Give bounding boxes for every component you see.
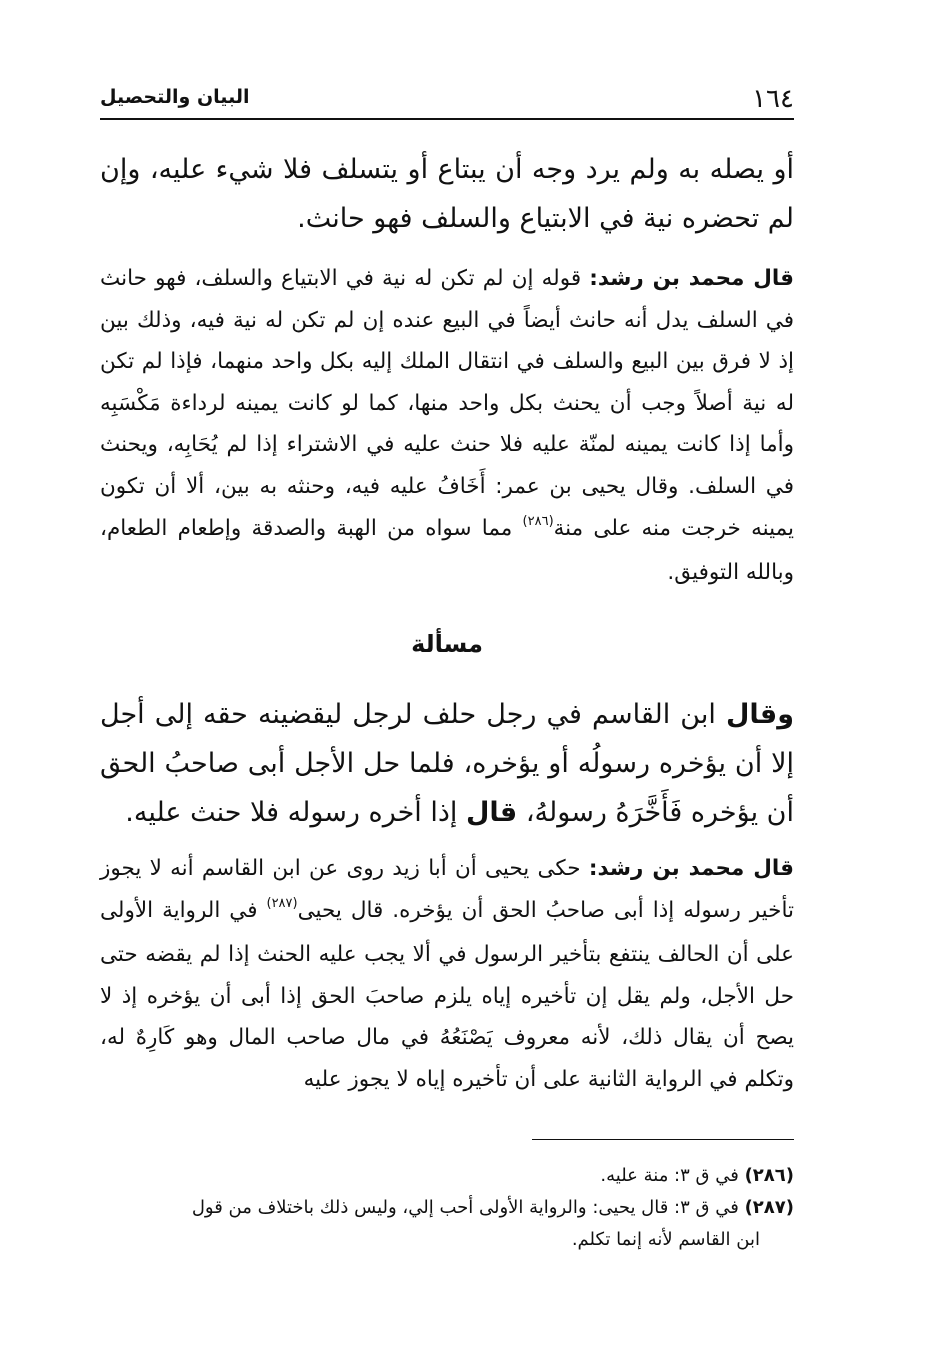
footnotes <box>100 1160 794 1256</box>
footnote-text-continued: ابن القاسم لأنه إنما تكلم. <box>571 1229 760 1250</box>
footnote-287-continued <box>100 1224 794 1256</box>
commentary-speaker: قال محمد بن رشد: <box>589 266 794 291</box>
page-number: ١٦٤ <box>752 84 794 114</box>
commentary-text-continued: في الرواية الأولى على أن الحالف ينتفع بتأخير الرسول في ألا يجب عليه الحنث إذا لم يقضه حتى حل الأجل، ولم يقل إن تأخيره إياه يلزم صاحبَ الحق إذا أبى أن يؤخره إذ لا يصح أن يقال ذلك، لأنه معروف يَصْنَعُهُ في مال صاحب المال وهو كَارِهٌ له، وتكلم في الرواية الثانية على أن تأخيره إياه لا يجوز عليه <box>100 897 794 1092</box>
matn-text-continued: إذا أخره رسوله فلا حنث عليه. <box>125 797 458 828</box>
footnote-divider <box>532 1139 794 1140</box>
commentary-speaker: قال محمد بن رشد: <box>588 856 795 881</box>
matn-text: أو يصله به ولم يرد وجه أن يبتاع أو يتسلف فلا شيء عليه، وإن لم تحضره نية في الابتياع والسلف فهو حانث. <box>100 154 794 234</box>
footnote-ref-287: (٢٨٧) <box>266 895 298 911</box>
commentary-paragraph-1 <box>100 258 794 594</box>
commentary-text: حكى يحيى أن أبا زيد روى عن ابن القاسم أنه لا يجوز تأخير رسوله إذا أبى صاحبُ الحق أن يؤخره. قال يحيى <box>100 856 794 923</box>
matn-paragraph-1 <box>100 145 794 243</box>
footnote-number: (٢٨٦) <box>744 1165 794 1186</box>
matn-paragraph-2 <box>100 690 794 837</box>
footnote-287 <box>100 1192 794 1224</box>
commentary-text: قوله إن لم تكن له نية في الابتياع والسلف، فهو حانث في السلف يدل أنه حانث أيضاً في البيع عنده إن لم تكن له نية فيه، وذلك بين إذ لا فرق بين البيع والسلف في انتقال الملك إليه بكل واحد منهما، فإذا لم تكن له نية أصلاً وجب أن يحنث بكل واحد منها، كما لو كانت يمينه لرداءة مَكْسَبِه وأما إذا كانت يمينه لمنّة عليه فلا حنث عليه في الاشتراء إذا لم يُحَابِه، ويحنث في السلف. وقال يحيى بن عمر: أَخَافُ عليه فيه، وحنثه به بين، ألا أن تكون يمينه خرجت منه على منة <box>100 266 795 541</box>
footnote-286 <box>100 1160 794 1192</box>
commentary-text-continued: مما سواه من الهبة والصدقة وإطعام الطعام، وبالله التوفيق. <box>100 515 794 586</box>
matn-text: ابن القاسم في رجل حلف لرجل ليقضينه حقه إلى أجل إلا أن يؤخره رسولُه أو يؤخره، فلما حل الأجل أبى صاحبُ الحق أن يؤخره فَأَخَّرَهُ رسولهُ، <box>100 699 794 828</box>
running-title: البيان والتحصيل <box>100 86 250 108</box>
section-title: مسألة <box>411 630 483 658</box>
matn-speaker: وقال <box>725 699 794 730</box>
page-header <box>100 78 794 120</box>
footnote-ref-286: (٢٨٦) <box>522 513 554 529</box>
footnote-text: في ق ٣: منة عليه. <box>600 1165 739 1186</box>
footnote-text: في ق ٣: قال يحيى: والرواية الأولى أحب إلي، وليس ذلك باختلاف من قول <box>191 1197 739 1218</box>
footnote-number: (٢٨٧) <box>744 1197 794 1218</box>
matn-speaker-2: قال <box>465 797 518 828</box>
commentary-paragraph-2 <box>100 848 794 1101</box>
